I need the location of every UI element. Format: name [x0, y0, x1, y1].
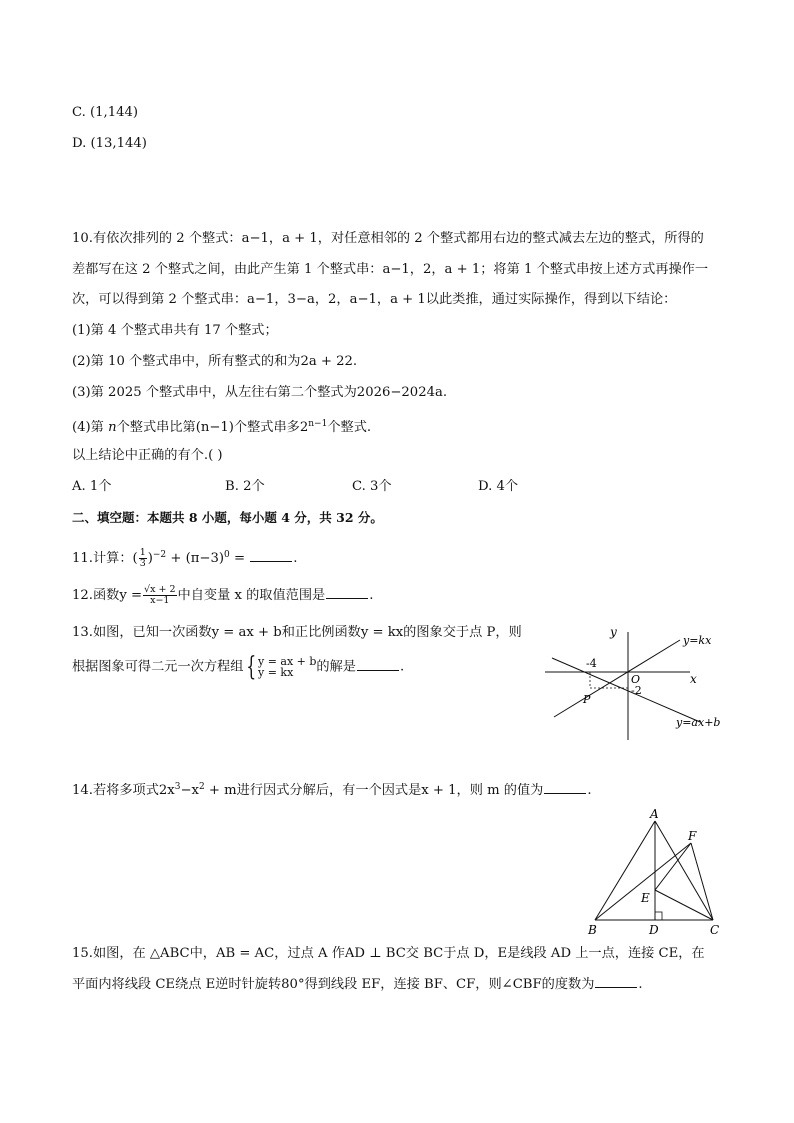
option-c-prev: C. (1,144) [72, 105, 139, 120]
q12-pre: 12.函数y = [72, 588, 143, 603]
q15-end: . [638, 977, 643, 992]
q13-post: 的解是 [316, 659, 356, 675]
q10-option-d: D. 4个 [478, 479, 519, 494]
q11-sup2: 0 [224, 550, 230, 560]
label-minus2: -2 [631, 684, 642, 697]
label-b: B [588, 923, 597, 937]
q11-eq: = [229, 551, 250, 566]
segment-ab [595, 821, 655, 920]
q10-ask: 以上结论中正确的有个.( ) [72, 448, 223, 463]
q10-statement-2: (2)第 10 个整式串中，所有整式的和为2a + 22. [72, 354, 358, 369]
label-c: C [710, 923, 720, 937]
q13-answer-blank[interactable] [357, 658, 399, 671]
q10-statement-3: (3)第 2025 个整式串中，从左往右第二个整式为2026−2024a. [72, 385, 448, 400]
q10-statement-4 [72, 414, 371, 438]
q10-line3: 次，可以得到第 2 个整式串：a−1，3−a，2，a−1，a + 1以此类推，通过实际操作，得到以下结论： [72, 292, 677, 307]
line-axb [552, 658, 700, 722]
label-o: O [631, 673, 641, 686]
q10-option-c: C. 3个 [352, 479, 392, 494]
q11-answer-blank[interactable] [250, 549, 292, 562]
q10-s4-c: 个整式. [327, 420, 372, 435]
q13-system [258, 656, 316, 678]
q11-mid: ) [147, 551, 153, 566]
q14-rest: + m进行因式分解后，有一个因式是x + 1，则 m 的值为 [204, 783, 544, 798]
q15-figure [585, 806, 725, 938]
option-d-prev: D. (13,144) [72, 136, 147, 151]
segment-bf [595, 843, 691, 920]
q11-sup1: −2 [152, 550, 167, 560]
q12-answer-blank[interactable] [326, 586, 368, 599]
q12-den: x−1 [150, 595, 170, 606]
q13-brace: { [246, 652, 257, 682]
q10-s4-sup: n−1 [308, 419, 328, 429]
q12 [72, 585, 373, 606]
q11-fraction [139, 548, 147, 569]
label-e: E [641, 891, 650, 905]
label-a: A [650, 807, 659, 821]
q14-mid: −x [180, 783, 199, 798]
q12-num: √x + 2 [144, 584, 176, 595]
q10-s4-b: 个整式串比第(n−1)个整式串多2 [116, 420, 309, 435]
label-minus4: -4 [586, 657, 597, 670]
q15-line2-text: 平面内将线段 CE绕点 E逆时针旋转80°得到线段 EF，连接 BF、CF，则∠CBF的度数为 [72, 977, 595, 992]
q11-rest: + (π−3) [166, 551, 225, 566]
q14-end: . [587, 783, 592, 798]
label-y: y [610, 625, 617, 639]
q11-den: 3 [139, 558, 146, 569]
q15-line1: 15.如图，在 △ABC中，AB = AC，过点 A 作AD ⊥ BC交 BC于点 D，E是线段 AD 上一点，连接 CE，在 [72, 946, 705, 961]
q10-line2: 差都写在这 2 个整式之间，由此产生第 1 个整式串：a−1，2，a + 1；将第 1 个整式串按上述方式再操作一 [72, 262, 709, 277]
q10-s4-n: n [108, 420, 117, 435]
label-y-axb: y=ax+b [676, 716, 721, 729]
q10-s4-a: (4)第 [72, 420, 104, 435]
q10-statement-1: (1)第 4 个整式串共有 17 个整式； [72, 323, 278, 338]
label-p: P [583, 693, 591, 706]
q10-option-a: A. 1个 [72, 479, 112, 494]
q12-fraction [143, 585, 176, 606]
q15-answer-blank[interactable] [595, 975, 637, 988]
q13-end: . [399, 659, 405, 675]
q11-pre: 11.计算：( [72, 551, 138, 566]
q14-pre: 14.若将多项式2x [72, 783, 175, 798]
q13-eq2: y = kx [257, 666, 294, 679]
q13-graph [540, 622, 730, 744]
section-2-heading: 二、填空题：本题共 8 小题，每小题 4 分，共 32 分。 [72, 510, 383, 525]
q14-answer-blank[interactable] [544, 781, 586, 794]
q10-line1: 10.有依次排列的 2 个整式：a−1，a + 1，对任意相邻的 2 个整式都用右边的整式减去左边的整式，所得的 [72, 231, 704, 246]
q13-line2 [72, 654, 404, 680]
q15-line2 [72, 975, 643, 995]
q12-post: 中自变量 x 的取值范围是 [177, 588, 326, 603]
segment-ef [655, 843, 691, 890]
q13-pre: 根据图象可得二元一次方程组 [72, 659, 244, 675]
q11-num: 1 [139, 547, 146, 558]
segment-cf [691, 843, 713, 920]
q11: 11.计算：( $\frac{1}{3}$ )$^{-2} + (\pi-3)^0$ = . [72, 547, 298, 569]
q13-line1: 13.如图，已知一次函数y = ax + b和正比例函数y = kx的图象交于点 P，则 [72, 625, 522, 640]
right-angle-mark [655, 912, 662, 920]
label-f: F [688, 829, 697, 843]
q12-end: . [369, 588, 374, 603]
q14 [72, 777, 592, 801]
label-d: D [649, 923, 659, 937]
q14-sup2: 2 [198, 782, 205, 792]
label-y-kx: y=kx [683, 634, 712, 647]
q10-option-b: B. 2个 [225, 479, 265, 494]
q14-sup1: 3 [174, 782, 181, 792]
q13-eq1: y = ax + b [257, 655, 317, 668]
label-x: x [690, 672, 697, 686]
